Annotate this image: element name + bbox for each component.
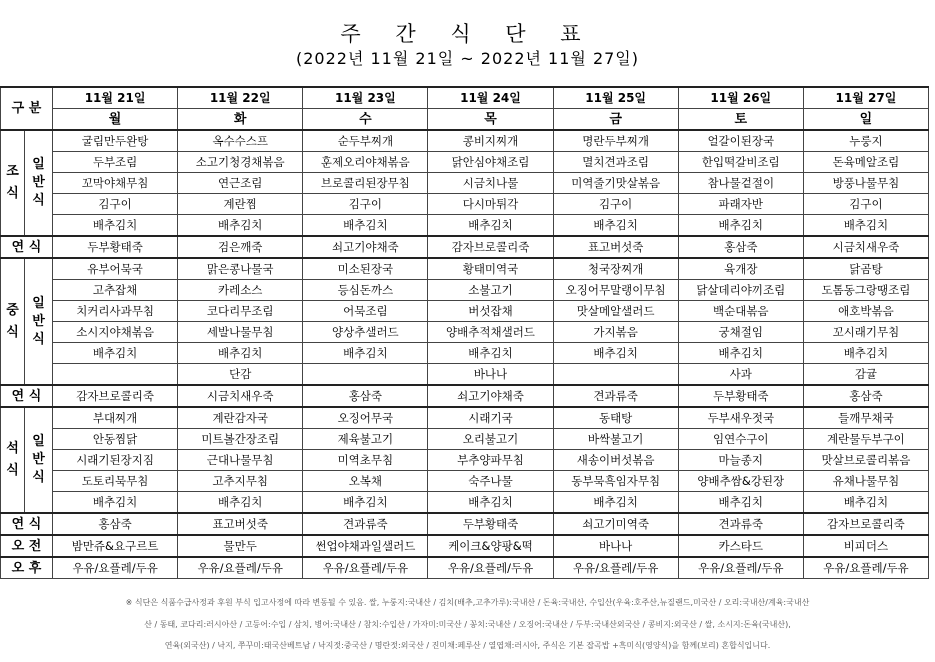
menu-item: 배추김치 (53, 343, 178, 364)
menu-item (53, 364, 178, 386)
footnote-2: 산 / 동태, 코다리:러시아산 / 고등어:수입 / 삼치, 병어:국내산 / 참치:수입산 / 가자미:미국산 / 꽁치:국내산 / 오징어:국내산 / 두부:국내산외국산 / 콩비지:외국산 / 쌀, 소시지:돈육(국내산), (144, 620, 791, 629)
menu-item: 유채나물무침 (803, 471, 928, 492)
menu-item: 참나물겉절이 (678, 173, 803, 194)
menu-item: 숙주나물 (428, 471, 553, 492)
menu-item: 부대찌개 (53, 407, 178, 429)
menu-item: 김구이 (553, 194, 678, 215)
porridge-item: 쇠고기미역죽 (553, 513, 678, 535)
menu-item: 명란두부찌개 (553, 130, 678, 152)
dinner-label: 석 식 (1, 407, 25, 513)
menu-item: 꼬시래기무침 (803, 322, 928, 343)
menu-item: 코다리무조림 (178, 301, 303, 322)
menu-item: 꼬막야채무침 (53, 173, 178, 194)
menu-item: 배추김치 (678, 215, 803, 237)
snack-item: 우유/요플레/두유 (678, 557, 803, 579)
snack-item: 바나나 (553, 535, 678, 557)
header-day: 목 (428, 109, 553, 131)
breakfast-label: 조 식 (1, 130, 25, 236)
menu-item: 시금치나물 (428, 173, 553, 194)
snack-item: 우유/요플레/두유 (178, 557, 303, 579)
menu-item: 배추김치 (303, 215, 428, 237)
menu-item: 바나나 (428, 364, 553, 386)
header-day: 화 (178, 109, 303, 131)
menu-item: 계란찜 (178, 194, 303, 215)
menu-item: 동태탕 (553, 407, 678, 429)
menu-item: 배추김치 (178, 343, 303, 364)
lunch-porridge-label: 연 식 (1, 385, 53, 407)
menu-item: 김구이 (53, 194, 178, 215)
dinner-porridge-label: 연 식 (1, 513, 53, 535)
porridge-item: 견과류죽 (678, 513, 803, 535)
porridge-item: 감자브로콜리죽 (803, 513, 928, 535)
menu-item: 청국장찌개 (553, 258, 678, 280)
snack-am-label: 오 전 (1, 535, 53, 557)
footnote-1: ※ 식단은 식품수급사정과 후원 부식 입고사정에 따라 변동될 수 있음. 쌀, 누룽지:국내산 / 김치(배추,고추가루):국내산 / 돈육:국내산, 수입산(우육:호주산,뉴질랜드,미국산 / 오리:국내산/계육:국내산 (125, 598, 810, 607)
menu-item: 오복채 (303, 471, 428, 492)
menu-item: 파래자반 (678, 194, 803, 215)
porridge-item: 검은깨죽 (178, 236, 303, 258)
menu-item: 고추지무침 (178, 471, 303, 492)
date-range: (2022년 11월 21일 ~ 2022년 11월 27일) (295, 49, 640, 68)
menu-item: 다시마튀각 (428, 194, 553, 215)
menu-item: 소고기청경채볶음 (178, 152, 303, 173)
menu-item: 육개장 (678, 258, 803, 280)
menu-item: 미역초무침 (303, 450, 428, 471)
menu-item: 방풍나물무침 (803, 173, 928, 194)
menu-item: 멸치견과조림 (553, 152, 678, 173)
porridge-item: 쇠고기야채죽 (428, 385, 553, 407)
menu-item: 가지볶음 (553, 322, 678, 343)
snack-item: 우유/요플레/두유 (428, 557, 553, 579)
menu-item: 오리불고기 (428, 429, 553, 450)
menu-item: 임연수구이 (678, 429, 803, 450)
menu-item: 한입떡갈비조림 (678, 152, 803, 173)
snack-item: 우유/요플레/두유 (803, 557, 928, 579)
menu-item: 배추김치 (428, 492, 553, 514)
menu-item: 맛살브로콜리볶음 (803, 450, 928, 471)
header-day: 일 (803, 109, 928, 131)
menu-item: 어묵조림 (303, 301, 428, 322)
menu-item: 애호박볶음 (803, 301, 928, 322)
header-date: 11월 23일 (303, 87, 428, 109)
porridge-item: 두부황태죽 (53, 236, 178, 258)
menu-item: 배추김치 (53, 492, 178, 514)
snack-item: 밤만쥬&요구르트 (53, 535, 178, 557)
menu-item: 맑은콩나물국 (178, 258, 303, 280)
porridge-item: 시금치새우죽 (803, 236, 928, 258)
menu-item: 오징어무국 (303, 407, 428, 429)
menu-item: 배추김치 (428, 215, 553, 237)
menu-item: 유부어묵국 (53, 258, 178, 280)
menu-item: 미트볼간장조림 (178, 429, 303, 450)
snack-item: 비피더스 (803, 535, 928, 557)
menu-item: 배추김치 (678, 492, 803, 514)
porridge-item: 홍삼죽 (303, 385, 428, 407)
menu-item: 양배추쌈&강된장 (678, 471, 803, 492)
menu-item: 브로콜리된장무침 (303, 173, 428, 194)
porridge-item: 견과류죽 (553, 385, 678, 407)
menu-item: 안동찜닭 (53, 429, 178, 450)
menu-item: 배추김치 (553, 215, 678, 237)
porridge-item: 홍삼죽 (803, 385, 928, 407)
menu-item: 백순대볶음 (678, 301, 803, 322)
menu-item: 미역줄기맛살볶음 (553, 173, 678, 194)
menu-item: 등심돈까스 (303, 280, 428, 301)
menu-item: 계란물두부구이 (803, 429, 928, 450)
menu-item: 고추잡채 (53, 280, 178, 301)
breakfast-sub-label: 일 반 식 (25, 130, 53, 236)
menu-item: 옥수수스프 (178, 130, 303, 152)
porridge-item: 홍삼죽 (53, 513, 178, 535)
menu-item: 배추김치 (178, 492, 303, 514)
menu-item: 닭안심야채조림 (428, 152, 553, 173)
porridge-item: 두부황태죽 (428, 513, 553, 535)
porridge-item: 표고버섯죽 (553, 236, 678, 258)
menu-item: 소시지야채볶음 (53, 322, 178, 343)
header-date: 11월 24일 (428, 87, 553, 109)
porridge-item: 두부황태죽 (678, 385, 803, 407)
dinner-sub-label: 일 반 식 (25, 407, 53, 513)
porridge-item: 홍삼죽 (678, 236, 803, 258)
menu-item: 감귤 (803, 364, 928, 386)
menu-item: 배추김치 (53, 215, 178, 237)
menu-item: 배추김치 (178, 215, 303, 237)
menu-item: 사과 (678, 364, 803, 386)
menu-item: 배추김치 (553, 492, 678, 514)
header-day: 토 (678, 109, 803, 131)
menu-item: 도토리묵무침 (53, 471, 178, 492)
menu-item: 들깨무채국 (803, 407, 928, 429)
menu-item: 세발나물무침 (178, 322, 303, 343)
menu-item: 배추김치 (803, 215, 928, 237)
header-date: 11월 21일 (53, 87, 178, 109)
breakfast-porridge-label: 연 식 (1, 236, 53, 258)
porridge-item: 감자브로콜리죽 (428, 236, 553, 258)
menu-item: 연근조림 (178, 173, 303, 194)
menu-item: 돈육메알조림 (803, 152, 928, 173)
menu-item: 소불고기 (428, 280, 553, 301)
menu-item: 버섯잡채 (428, 301, 553, 322)
menu-item: 시래기된장지짐 (53, 450, 178, 471)
menu-item: 미소된장국 (303, 258, 428, 280)
snack-item: 우유/요플레/두유 (303, 557, 428, 579)
snack-pm-label: 오 후 (1, 557, 53, 579)
menu-item: 시래기국 (428, 407, 553, 429)
menu-item: 순두부찌개 (303, 130, 428, 152)
menu-item: 계란감자국 (178, 407, 303, 429)
header-date: 11월 22일 (178, 87, 303, 109)
menu-item: 양배추적채샐러드 (428, 322, 553, 343)
header-date: 11월 27일 (803, 87, 928, 109)
menu-item (303, 364, 428, 386)
porridge-item: 표고버섯죽 (178, 513, 303, 535)
lunch-label: 중 식 (1, 258, 25, 385)
menu-item: 굴림만두완탕 (53, 130, 178, 152)
menu-item: 배추김치 (803, 492, 928, 514)
header-label: 구 분 (1, 87, 53, 130)
menu-item: 김구이 (303, 194, 428, 215)
header-day: 금 (553, 109, 678, 131)
menu-item: 단감 (178, 364, 303, 386)
menu-item: 배추김치 (678, 343, 803, 364)
porridge-item: 감자브로콜리죽 (53, 385, 178, 407)
menu-item: 배추김치 (303, 492, 428, 514)
menu-item: 닭살데리야끼조림 (678, 280, 803, 301)
header-day: 수 (303, 109, 428, 131)
menu-item: 치커리사과무침 (53, 301, 178, 322)
menu-item: 배추김치 (428, 343, 553, 364)
porridge-item: 견과류죽 (303, 513, 428, 535)
menu-item: 훈제오리야채볶음 (303, 152, 428, 173)
menu-item: 마늘종지 (678, 450, 803, 471)
menu-item: 두부조림 (53, 152, 178, 173)
snack-item: 케이크&양팡&떡 (428, 535, 553, 557)
menu-item: 콩비지찌개 (428, 130, 553, 152)
menu-item: 배추김치 (803, 343, 928, 364)
menu-table (0, 86, 929, 579)
menu-item: 새송이버섯볶음 (553, 450, 678, 471)
menu-item (553, 364, 678, 386)
menu-item: 바싹불고기 (553, 429, 678, 450)
porridge-item: 쇠고기야채죽 (303, 236, 428, 258)
menu-item: 배추김치 (303, 343, 428, 364)
menu-item: 동부묵흑임자무침 (553, 471, 678, 492)
menu-item: 도톰동그랑땡조림 (803, 280, 928, 301)
menu-item: 황태미역국 (428, 258, 553, 280)
menu-item: 제육불고기 (303, 429, 428, 450)
footnote-3: 연육(외국산) / 낙지, 쭈꾸미:태국산베트남 / 낙지젓:중국산 / 명란젓:외국산 / 진미채:페루산 / 열엽채:러시아, 주식은 기본 잡곡밥 +흑미식(영양식)을 함께(보리) 혼합식입니다. (164, 641, 771, 650)
menu-item: 근대나물무침 (178, 450, 303, 471)
header-date: 11월 26일 (678, 87, 803, 109)
menu-item: 양상추샐러드 (303, 322, 428, 343)
snack-item: 카스타드 (678, 535, 803, 557)
snack-item: 물만두 (178, 535, 303, 557)
menu-item: 부추양파무침 (428, 450, 553, 471)
menu-item: 닭곰탕 (803, 258, 928, 280)
header-date: 11월 25일 (553, 87, 678, 109)
porridge-item: 시금치새우죽 (178, 385, 303, 407)
snack-item: 우유/요플레/두유 (553, 557, 678, 579)
menu-item: 맛살메알샐러드 (553, 301, 678, 322)
menu-item: 오징어무말랭이무침 (553, 280, 678, 301)
menu-item: 카레소스 (178, 280, 303, 301)
lunch-sub-label: 일 반 식 (25, 258, 53, 385)
menu-item: 얼갈이된장국 (678, 130, 803, 152)
menu-item: 궁채절임 (678, 322, 803, 343)
menu-item: 누룽지 (803, 130, 928, 152)
snack-item: 우유/요플레/두유 (53, 557, 178, 579)
menu-item: 두부새우젓국 (678, 407, 803, 429)
menu-item: 배추김치 (553, 343, 678, 364)
header-day: 월 (53, 109, 178, 131)
page-title: 주 간 식 단 표 (340, 22, 595, 46)
snack-item: 썬업야채과일샐러드 (303, 535, 428, 557)
menu-item: 김구이 (803, 194, 928, 215)
